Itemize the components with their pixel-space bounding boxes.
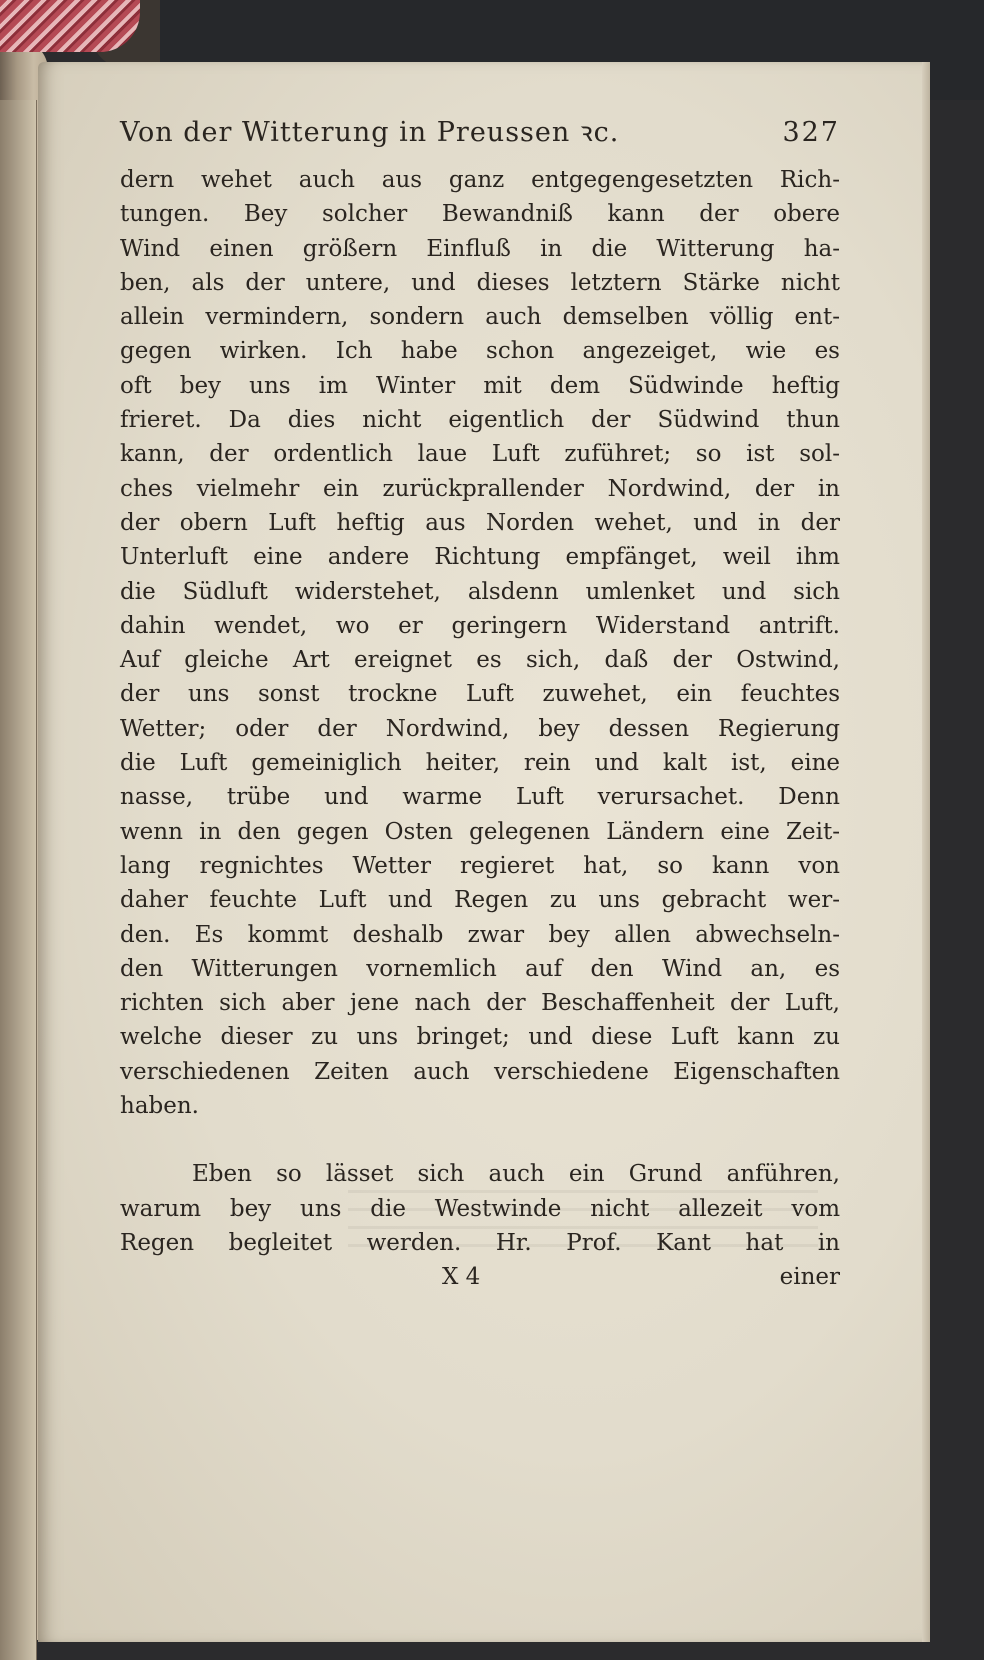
text-line: Eben so lässet sich auch ein Grund anführen, [192,1161,840,1188]
page-footer [120,1260,840,1294]
text-line: daher feuchte Luft und Regen zu uns gebracht wer- [120,887,840,914]
text-line: richten sich aber jene nach der Beschaffenheit der Luft, [120,990,840,1017]
text-block [120,112,840,1294]
text-line: allein vermindern, sondern auch demselben völlig ent- [120,304,840,331]
text-line: die Südluft widerstehet, alsdenn umlenket und sich [120,578,840,605]
page-edge [922,62,930,1642]
text-line: den Witterungen vornemlich auf den Wind an, es [120,955,840,982]
text-line: die Luft gemeiniglich heiter, rein und kalt ist, eine [120,750,840,777]
text-line: dern wehet auch aus ganz entgegengesetzten Rich- [120,167,840,193]
text-line: frieret. Da dies nicht eigentlich der Südwind thun [120,407,840,434]
signature-mark: X 4 [442,1264,481,1291]
text-line: welche dieser zu uns bringet; und diese Luft kann zu [120,1024,840,1051]
catchword: einer [779,1264,840,1291]
text-line: haben. [120,1093,199,1120]
text-line: gegen wirken. Ich habe schon angezeiget, wie es [120,338,840,365]
paragraph-gap [120,1123,840,1157]
text-line: Unterluft eine andere Richtung empfänget, weil ihm [120,544,840,571]
page-number: 327 [782,117,840,148]
running-header [120,112,840,149]
text-line: den. Es kommt deshalb zwar bey allen abwechseln- [120,921,840,948]
text-line: ben, als der untere, und dieses letztern Stärke nicht [120,269,840,296]
facing-page-inner [0,100,37,1660]
text-line: Wetter; oder der Nordwind, bey dessen Regierung [120,715,840,742]
text-line: kann, der ordentlich laue Luft zuführet; so ist sol- [120,441,840,468]
running-title: Von der Witterung in Preussen ꝛc. [120,117,620,148]
text-line: Wind einen größern Einfluß in die Witterung ha- [120,235,840,262]
paragraph-1 [120,163,840,1123]
paragraph-2 [120,1157,840,1260]
text-line: der obern Luft heftig aus Norden wehet, und in der [120,509,840,536]
text-line: Auf gleiche Art ereignet es sich, daß der Ostwind, [120,647,840,674]
text-line: ches vielmehr ein zurückprallender Nordwind, der in [120,475,840,502]
text-line: dahin wendet, wo er geringern Widerstand antrift. [120,612,840,639]
text-line: nasse, trübe und warme Luft verursachet. Denn [120,784,840,811]
text-line: verschiedenen Zeiten auch verschiedene Eigenschaften [120,1058,840,1085]
text-line: der uns sonst trockne Luft zuwehet, ein feuchtes [120,681,840,708]
text-line: oft bey uns im Winter mit dem Südwinde heftig [120,372,840,399]
text-line: lang regnichtes Wetter regieret hat, so kann von [120,852,840,879]
text-line: warum bey uns die Westwinde nicht allezeit vom [120,1195,840,1222]
book-page [38,62,930,1642]
text-line: Regen begleitet werden. Hr. Prof. Kant hat in [120,1229,840,1256]
headband-ribbon [0,0,140,52]
text-line: tungen. Bey solcher Bewandniß kann der obere [120,201,840,228]
text-line: wenn in den gegen Osten gelegenen Ländern eine Zeit- [120,818,840,845]
